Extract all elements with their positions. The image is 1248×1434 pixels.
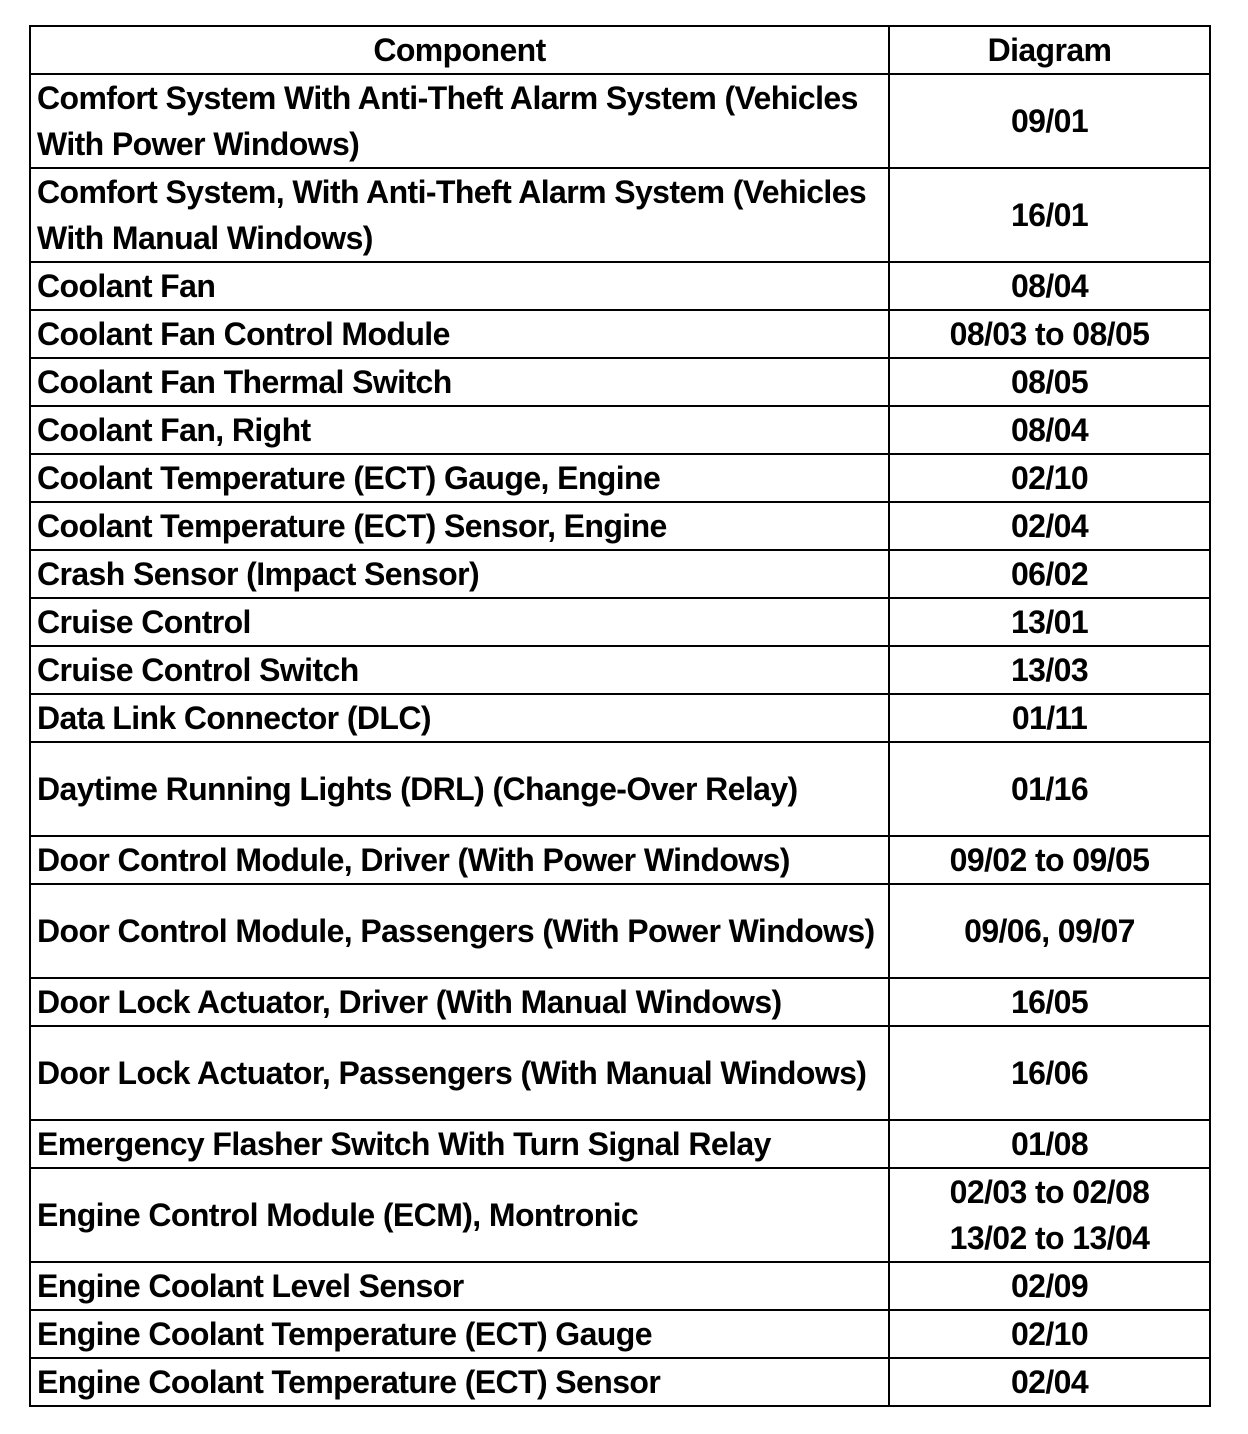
table-row — [30, 262, 1210, 310]
diagram-cell: 08/04 — [889, 406, 1210, 454]
table-row — [30, 598, 1210, 646]
component-cell: Coolant Temperature (ECT) Sensor, Engine — [30, 502, 889, 550]
component-cell: Door Control Module, Driver (With Power Windows) — [30, 836, 889, 884]
component-cell: Emergency Flasher Switch With Turn Signal Relay — [30, 1120, 889, 1168]
table-row — [30, 646, 1210, 694]
diagram-cell: 02/09 — [889, 1262, 1210, 1310]
component-cell: Engine Coolant Level Sensor — [30, 1262, 889, 1310]
table-row — [30, 502, 1210, 550]
table-row — [30, 978, 1210, 1026]
component-cell: Coolant Fan, Right — [30, 406, 889, 454]
component-cell: Engine Control Module (ECM), Montronic — [30, 1168, 889, 1262]
header-component: Component — [30, 26, 889, 74]
component-cell: Data Link Connector (DLC) — [30, 694, 889, 742]
component-diagram-table — [29, 25, 1211, 1407]
table-row — [30, 358, 1210, 406]
table-row — [30, 742, 1210, 836]
header-diagram: Diagram — [889, 26, 1210, 74]
table-row — [30, 310, 1210, 358]
table-row — [30, 836, 1210, 884]
component-cell: Daytime Running Lights (DRL) (Change-Over Relay) — [30, 742, 889, 836]
component-cell: Comfort System, With Anti-Theft Alarm System (Vehicles With Manual Windows) — [30, 168, 889, 262]
diagram-cell: 02/10 — [889, 1310, 1210, 1358]
diagram-cell: 08/04 — [889, 262, 1210, 310]
diagram-cell: 13/01 — [889, 598, 1210, 646]
diagram-cell: 01/16 — [889, 742, 1210, 836]
table-row — [30, 694, 1210, 742]
diagram-cell: 02/04 — [889, 1358, 1210, 1406]
diagram-cell: 08/03 to 08/05 — [889, 310, 1210, 358]
table-row — [30, 1168, 1210, 1262]
component-cell: Engine Coolant Temperature (ECT) Sensor — [30, 1358, 889, 1406]
component-cell: Engine Coolant Temperature (ECT) Gauge — [30, 1310, 889, 1358]
component-cell: Coolant Fan Control Module — [30, 310, 889, 358]
table-header-row — [30, 26, 1210, 74]
component-cell: Door Lock Actuator, Passengers (With Manual Windows) — [30, 1026, 889, 1120]
table-row — [30, 1026, 1210, 1120]
table-row — [30, 406, 1210, 454]
table-row — [30, 884, 1210, 978]
diagram-cell: 16/06 — [889, 1026, 1210, 1120]
component-cell: Door Control Module, Passengers (With Power Windows) — [30, 884, 889, 978]
diagram-cell: 08/05 — [889, 358, 1210, 406]
table-row — [30, 1120, 1210, 1168]
diagram-cell: 16/05 — [889, 978, 1210, 1026]
table-row — [30, 74, 1210, 168]
diagram-cell: 16/01 — [889, 168, 1210, 262]
diagram-cell: 01/11 — [889, 694, 1210, 742]
diagram-cell: 02/04 — [889, 502, 1210, 550]
table-row — [30, 1358, 1210, 1406]
table-row — [30, 550, 1210, 598]
diagram-cell: 01/08 — [889, 1120, 1210, 1168]
component-diagram-table-container — [29, 25, 1209, 1407]
component-cell: Coolant Temperature (ECT) Gauge, Engine — [30, 454, 889, 502]
table-row — [30, 168, 1210, 262]
diagram-cell — [889, 1168, 1210, 1262]
component-cell: Door Lock Actuator, Driver (With Manual Windows) — [30, 978, 889, 1026]
table-row — [30, 454, 1210, 502]
component-cell: Cruise Control Switch — [30, 646, 889, 694]
diagram-cell: 13/03 — [889, 646, 1210, 694]
diagram-cell: 09/06, 09/07 — [889, 884, 1210, 978]
diagram-cell-line: 13/02 to 13/04 — [949, 1220, 1150, 1256]
diagram-cell: 02/10 — [889, 454, 1210, 502]
component-cell: Comfort System With Anti-Theft Alarm System (Vehicles With Power Windows) — [30, 74, 889, 168]
component-cell: Coolant Fan Thermal Switch — [30, 358, 889, 406]
diagram-cell: 09/02 to 09/05 — [889, 836, 1210, 884]
table-row — [30, 1262, 1210, 1310]
diagram-cell-line: 02/03 to 02/08 — [949, 1174, 1150, 1210]
table-row — [30, 1310, 1210, 1358]
component-cell: Cruise Control — [30, 598, 889, 646]
component-cell: Coolant Fan — [30, 262, 889, 310]
diagram-cell: 06/02 — [889, 550, 1210, 598]
diagram-cell: 09/01 — [889, 74, 1210, 168]
component-cell: Crash Sensor (Impact Sensor) — [30, 550, 889, 598]
